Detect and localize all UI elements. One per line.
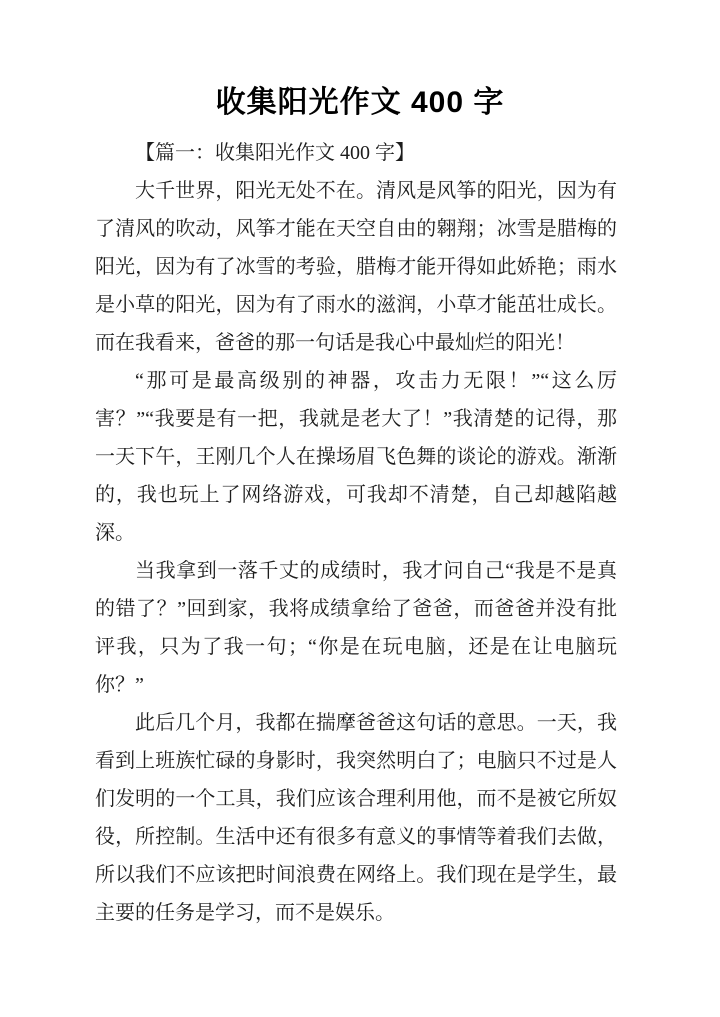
essay-paragraph-4: 此后几个月，我都在揣摩爸爸这句话的意思。一天，我看到上班族忙碌的身影时，我突然明白了；电脑只不过是人们发明的一个工具，我们应该合理利用他，而不是被它所奴役，所控制。生活中还有很多有意义的事情等着我们去做，所以我们不应该把时间浪费在网络上。我们现在是学生，最主要的任务是学习，而不是娱乐。 bbox=[95, 712, 617, 924]
essay-title: 收集阳光作文 400 字 bbox=[215, 86, 505, 119]
essay-paragraph-3: 当我拿到一落千丈的成绩时，我才问自己“我是不是真的错了？”回到家，我将成绩拿给了爸爸，而爸爸并没有批评我，只为了我一句；“你是在玩电脑，还是在让电脑玩你？” bbox=[95, 560, 617, 696]
essay-body bbox=[95, 134, 617, 932]
essay-section-heading: 【篇一：收集阳光作文 400 字】 bbox=[135, 142, 415, 164]
essay-paragraph-1: 大千世界，阳光无处不在。清风是风筝的阳光，因为有了清风的吹动，风筝才能在天空自由的翱翔；冰雪是腊梅的阳光，因为有了冰雪的考验，腊梅才能开得如此娇艳；雨水是小草的阳光，因为有了雨水的滋润，小草才能茁壮成长。而在我看来，爸爸的那一句话是我心中最灿烂的阳光！ bbox=[95, 180, 617, 354]
essay-paragraph-2: “那可是最高级别的神器，攻击力无限！”“这么厉害？”“我要是有一把，我就是老大了！”我清楚的记得，那一天下午，王刚几个人在操场眉飞色舞的谈论的游戏。渐渐的，我也玩上了网络游戏，可我却不清楚，自己却越陷越深。 bbox=[95, 370, 617, 544]
